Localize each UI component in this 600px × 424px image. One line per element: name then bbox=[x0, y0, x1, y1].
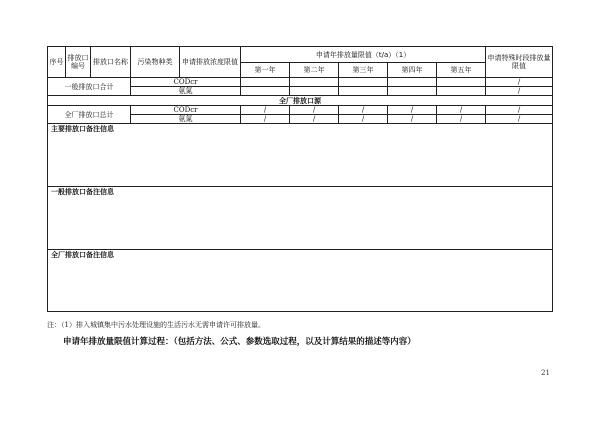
footnote: 注：（1）排入城镇集中污水处理设施的生活污水无需申请许可排放量。 bbox=[47, 321, 265, 329]
general-total-pollutant: CODcr bbox=[131, 78, 241, 87]
plant-total-value: / bbox=[388, 115, 437, 124]
header-year-5: 第五年 bbox=[437, 63, 486, 78]
general-total-pollutant: 氨氮 bbox=[131, 87, 241, 96]
plant-total-value: / bbox=[241, 106, 290, 115]
general-outlet-remarks: 一般排放口备注信息 bbox=[48, 187, 553, 250]
plant-total-value: / bbox=[290, 106, 339, 115]
header-annual-limit: 申请年排放量限值（t/a）（1） bbox=[241, 47, 486, 63]
plant-total-value: / bbox=[486, 115, 553, 124]
header-year-3: 第三年 bbox=[339, 63, 388, 78]
plant-total-value: / bbox=[339, 106, 388, 115]
plant-total-value: / bbox=[486, 106, 553, 115]
header-seq: 序号 bbox=[48, 47, 66, 78]
plant-total-label: 全厂排放口总计 bbox=[48, 106, 131, 124]
general-total-special: / bbox=[486, 87, 553, 96]
header-conc-limit: 申请排放浓度限值 bbox=[180, 47, 241, 78]
plant-total-value: / bbox=[290, 115, 339, 124]
plant-total-value: / bbox=[241, 115, 290, 124]
header-outlet-no: 排放口编号 bbox=[66, 47, 91, 78]
emission-limit-table bbox=[47, 46, 553, 312]
plant-total-pollutant: 氨氮 bbox=[131, 115, 241, 124]
page-number: 21 bbox=[541, 369, 550, 377]
header-year-1: 第一年 bbox=[241, 63, 290, 78]
calculation-process-title: 申请年排放量限值计算过程：（包括方法、公式、参数选取过程，以及计算结果的描述等内容） bbox=[63, 337, 416, 347]
plant-section-title: 全厂排放口源 bbox=[48, 96, 553, 106]
plant-total-value: / bbox=[437, 106, 486, 115]
main-outlet-remarks: 主要排放口备注信息 bbox=[48, 124, 553, 187]
plant-total-value: / bbox=[339, 115, 388, 124]
header-outlet-name: 排放口名称 bbox=[91, 47, 131, 78]
general-total-special: / bbox=[486, 78, 553, 87]
header-year-2: 第二年 bbox=[290, 63, 339, 78]
header-special-limit: 申请特殊时段排放量限值 bbox=[486, 47, 553, 78]
plant-total-pollutant: CODcr bbox=[131, 106, 241, 115]
plant-total-value: / bbox=[437, 115, 486, 124]
plant-total-value: / bbox=[388, 106, 437, 115]
general-total-label: 一般排放口合计 bbox=[48, 78, 131, 96]
header-year-4: 第四年 bbox=[388, 63, 437, 78]
plant-outlet-remarks: 全厂排放口备注信息 bbox=[48, 250, 553, 312]
header-pollutant: 污染物种类 bbox=[131, 47, 180, 78]
